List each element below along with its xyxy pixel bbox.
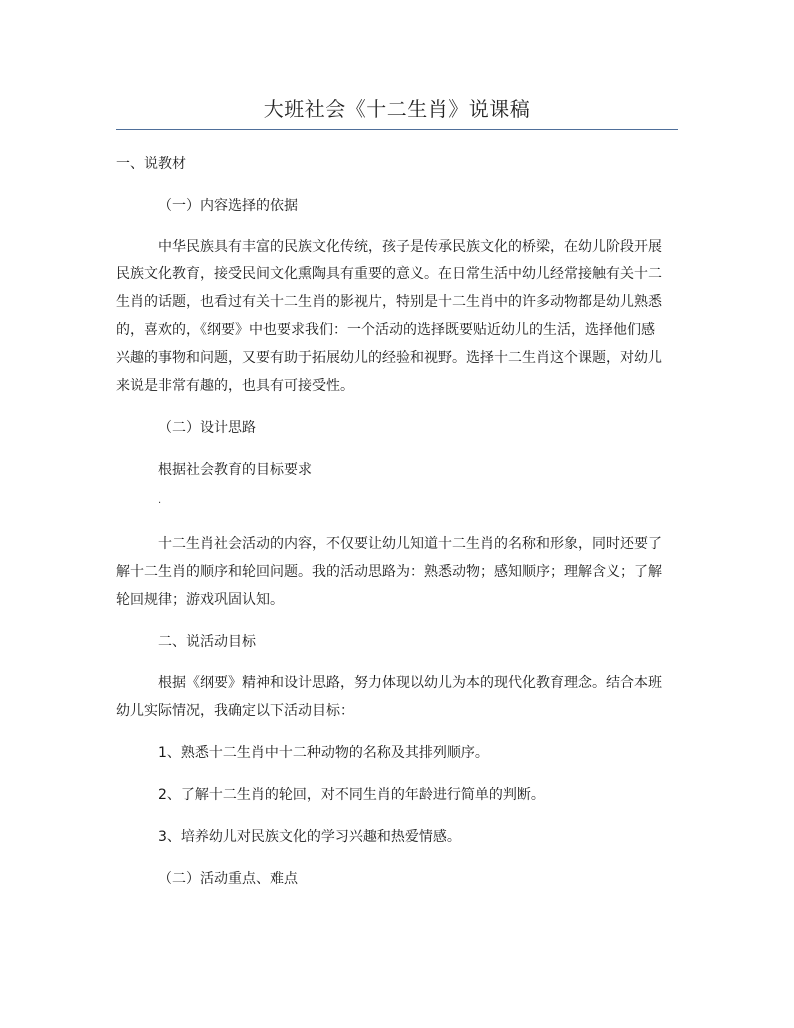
paragraph-line: 来说是非常有趣的，也具有可接受性。 xyxy=(116,378,354,394)
paragraph-line: 幼儿实际情况，我确定以下活动目标： xyxy=(116,703,354,719)
paragraph-line: 中华民族具有丰富的民族文化传统，孩子是传承民族文化的桥梁，在幼儿阶段开展 xyxy=(158,239,662,255)
paragraph-line: 根据社会教育的目标要求 xyxy=(158,462,312,478)
paragraph-line: 的，喜欢的，《纲要》中也要求我们：一个活动的选择既要贴近幼儿的生活，选择他们感 xyxy=(116,322,655,338)
paragraph-line: 十二生肖社会活动的内容，不仅要让幼儿知道十二生肖的名称和形象，同时还要了 xyxy=(158,536,662,552)
paragraph-line: 解十二生肖的顺序和轮回问题。我的活动思路为：熟悉动物；感知顺序；理解含义；了解 xyxy=(116,564,662,580)
stray-mark: · xyxy=(158,498,162,509)
subheading-content-basis: （一）内容选择的依据 xyxy=(158,198,298,214)
subheading-key-points: （二）活动重点、难点 xyxy=(158,871,298,887)
paragraph-line: 民族文化教育，接受民间文化熏陶具有重要的意义。在日常生活中幼儿经常接触有关十二 xyxy=(116,266,662,282)
list-item: 1、熟悉十二生肖中十二种动物的名称及其排列顺序。 xyxy=(158,745,489,761)
title-underline xyxy=(116,129,678,130)
heading-section-2: 二、说活动目标 xyxy=(158,634,256,650)
paragraph-line: 根据《纲要》精神和设计思路，努力体现以幼儿为本的现代化教育理念。结合本班 xyxy=(158,675,662,691)
list-item: 3、培养幼儿对民族文化的学习兴趣和热爱情感。 xyxy=(158,829,461,845)
heading-section-1: 一、说教材 xyxy=(116,156,186,172)
paragraph-line: 轮回规律；游戏巩固认知。 xyxy=(116,592,284,608)
paragraph-line: 兴趣的事物和问题，又要有助于拓展幼儿的经验和视野。选择十二生肖这个课题，对幼儿 xyxy=(116,350,662,366)
subheading-design-idea: （二）设计思路 xyxy=(158,420,256,436)
list-item: 2、了解十二生肖的轮回，对不同生肖的年龄进行简单的判断。 xyxy=(158,787,545,803)
document-title: 大班社会《十二生肖》说课稿 xyxy=(263,97,531,121)
paragraph-line: 生肖的话题，也看过有关十二生肖的影视片，特别是十二生肖中的许多动物都是幼儿熟悉 xyxy=(116,294,662,310)
